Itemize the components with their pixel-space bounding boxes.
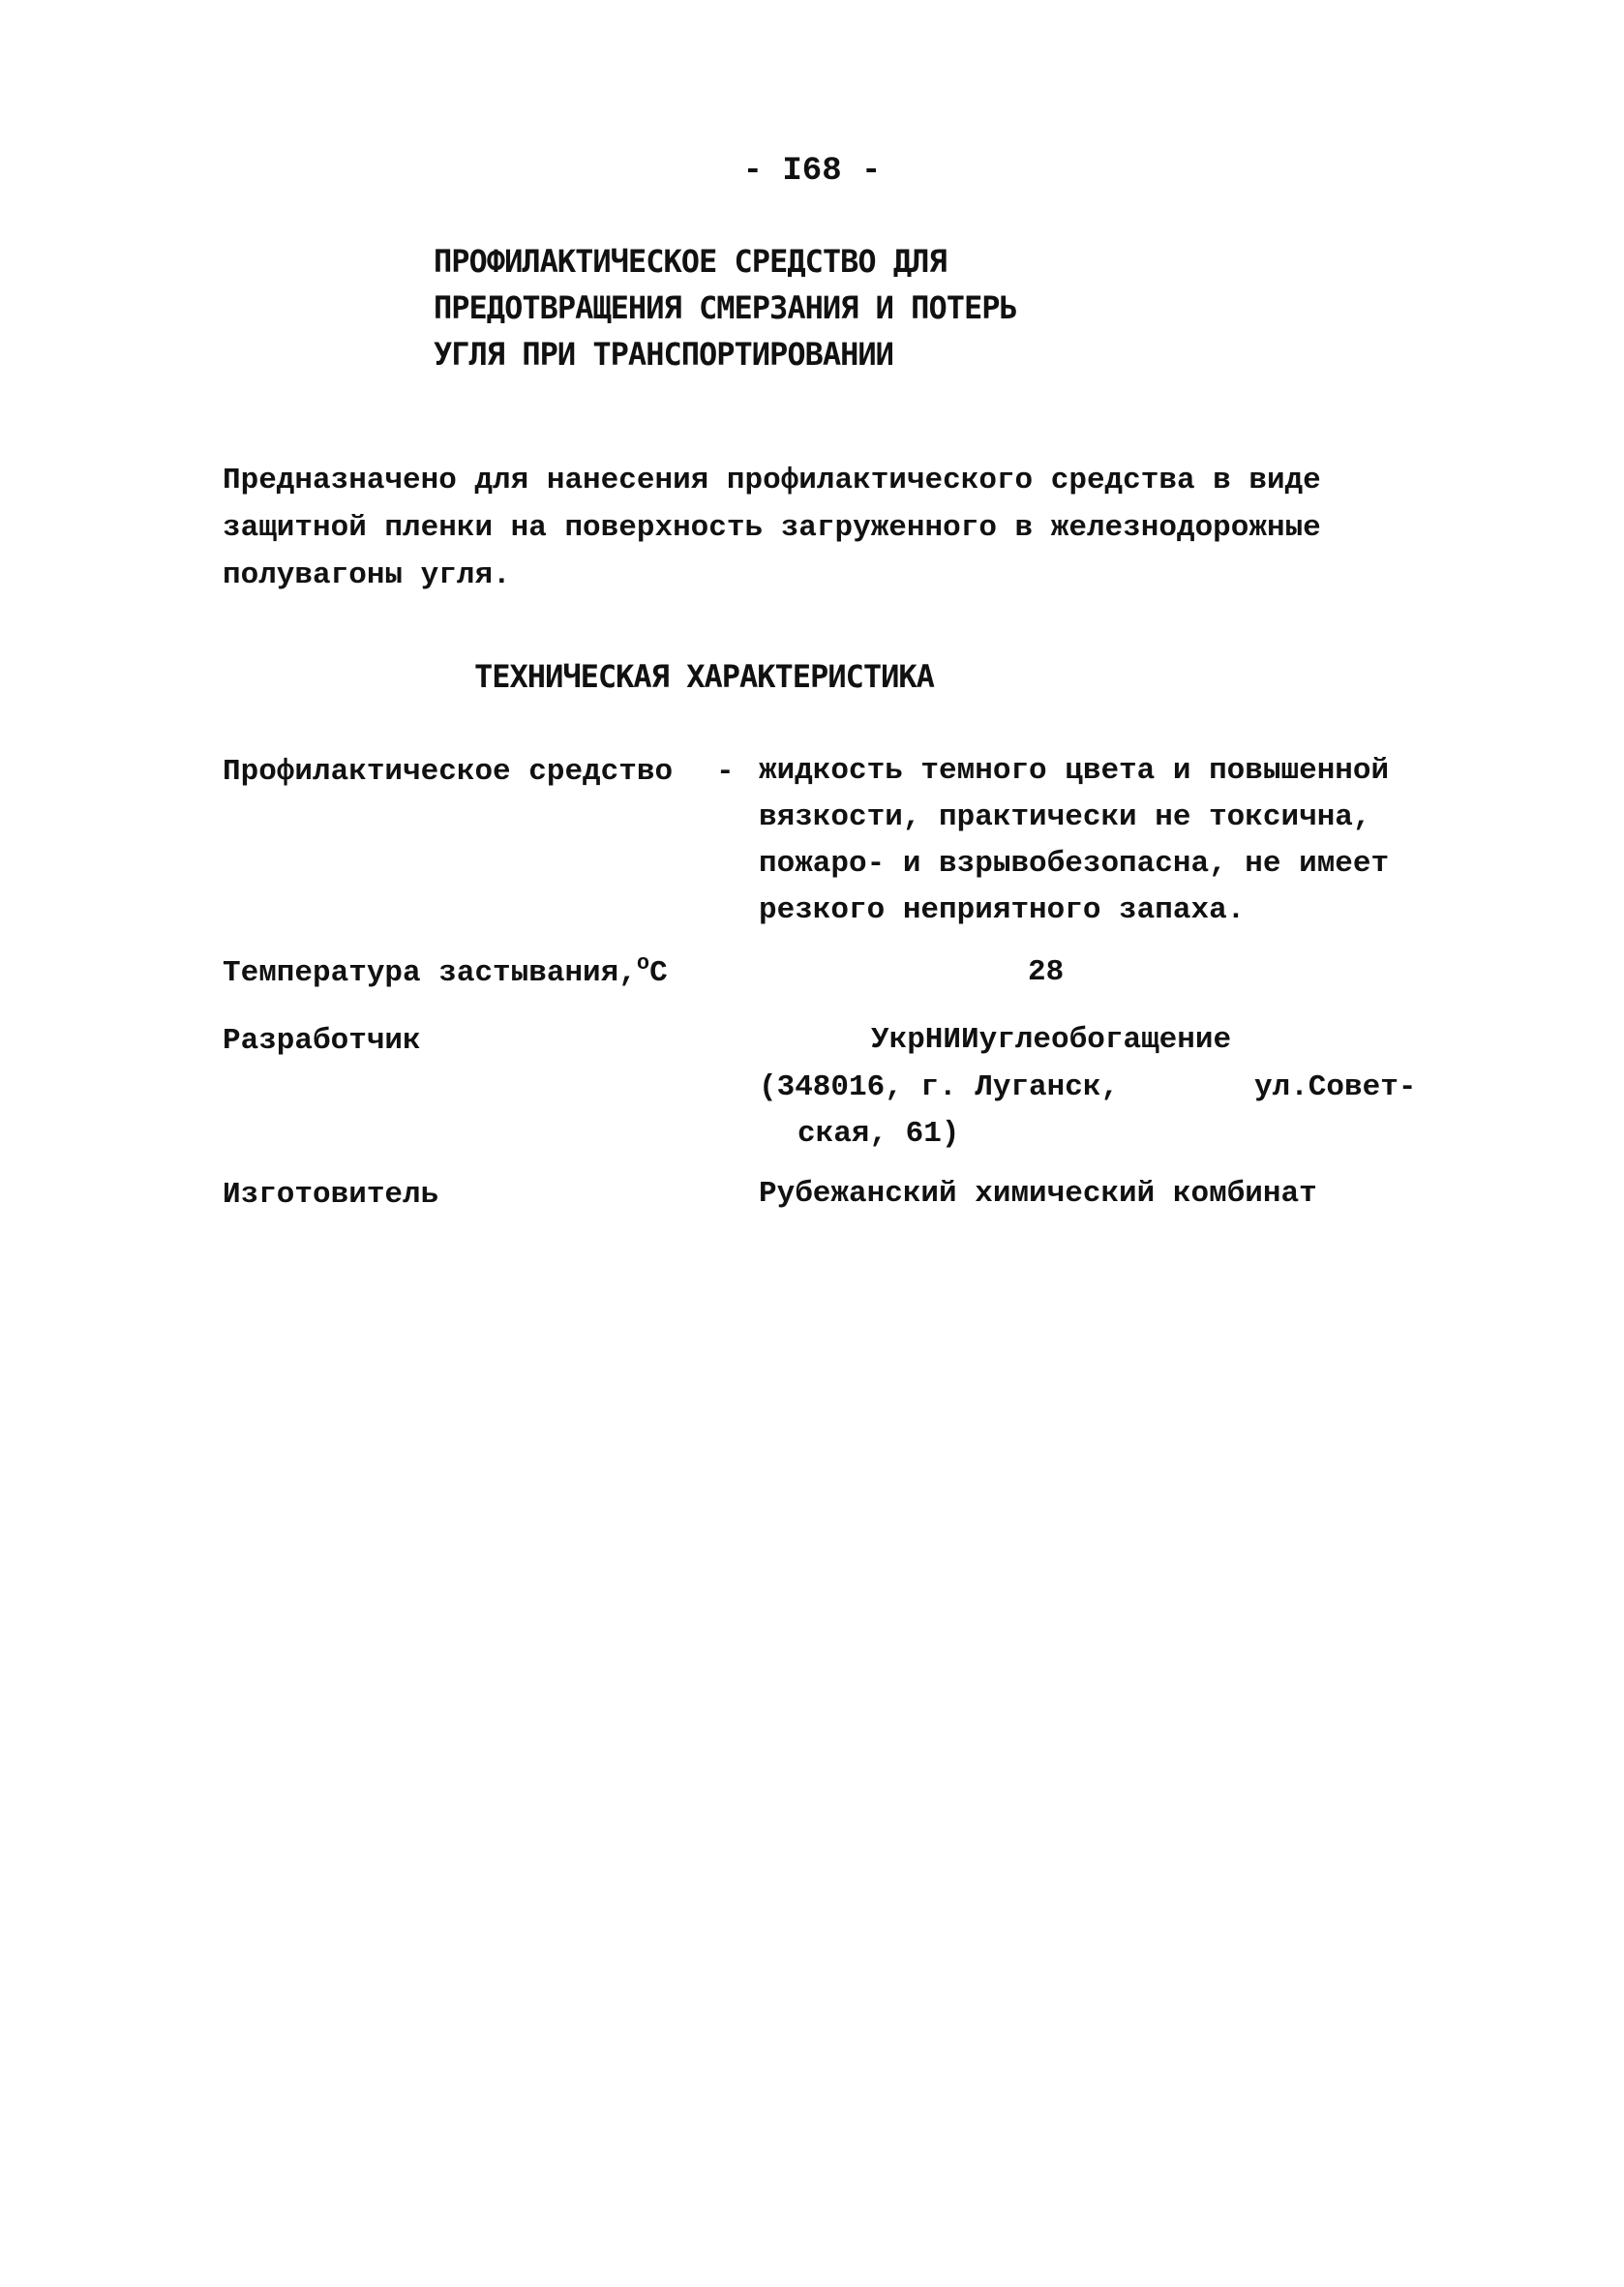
- agent-label: Профилактическое средство: [223, 755, 674, 789]
- title-line: УГЛЯ ПРИ ТРАНСПОРТИРОВАНИИ: [434, 336, 893, 373]
- document-title: [434, 238, 1017, 377]
- purpose-line: Предназначено для нанесения профилактического средства в виде: [223, 464, 1321, 497]
- temperature-value: 28: [1028, 955, 1065, 989]
- title-line: ПРОФИЛАКТИЧЕСКОЕ СРЕДСТВО ДЛЯ: [434, 243, 947, 280]
- agent-description-line: вязкости, практически не токсична,: [759, 800, 1371, 834]
- developer-label: Разработчик: [223, 1024, 421, 1058]
- developer-org: УкрНИИуглеобогащение: [871, 1023, 1232, 1057]
- developer-address-line2: ская, 61): [797, 1117, 960, 1151]
- agent-description-line: пожаро- и взрывобезопасна, не имеет: [759, 847, 1390, 881]
- agent-description-line: жидкость темного цвета и повышенной: [759, 754, 1390, 788]
- manufacturer-value: Рубежанский химический комбинат: [759, 1177, 1317, 1211]
- developer-address-part2: ул.Совет-: [1254, 1070, 1417, 1104]
- page-number: - I68 -: [742, 153, 882, 190]
- section-heading: ТЕХНИЧЕСКАЯ ХАРАКТЕРИСТИКА: [474, 658, 934, 695]
- purpose-line: защитной пленки на поверхность загруженного в железнодорожные: [223, 511, 1321, 545]
- agent-description: [759, 748, 1389, 934]
- purpose-line: полувагоны угля.: [223, 558, 511, 592]
- title-line: ПРЕДОТВРАЩЕНИЯ СМЕРЗАНИЯ И ПОТЕРЬ: [434, 289, 1017, 326]
- temperature-label: [223, 951, 668, 990]
- temperature-label-text: Температура застывания,: [223, 956, 637, 990]
- degree-sign: o: [636, 951, 650, 976]
- developer-address-part1: (348016, г. Луганск,: [759, 1070, 1120, 1104]
- manufacturer-label: Изготовитель: [223, 1178, 439, 1212]
- agent-description-line: резкого неприятного запаха.: [759, 893, 1246, 927]
- purpose-paragraph: [223, 457, 1423, 599]
- agent-dash: -: [716, 755, 735, 789]
- temperature-unit: C: [649, 956, 668, 990]
